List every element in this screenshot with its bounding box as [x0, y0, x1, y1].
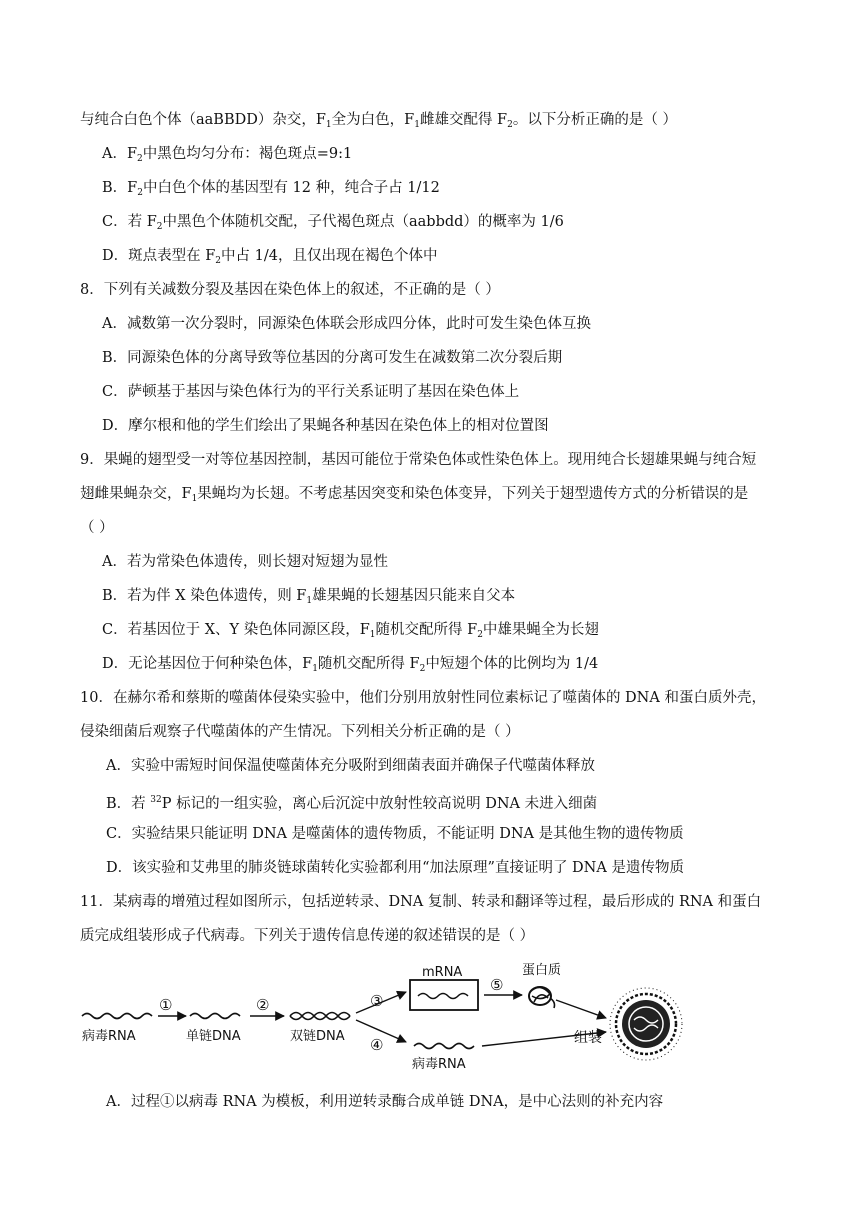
q8-option-b: B．同源染色体的分离导致等位基因的分离可发生在减数第二次分裂后期	[102, 350, 563, 366]
q9-option-b	[102, 586, 515, 611]
superscript: 32	[150, 795, 162, 805]
subscript: 2	[215, 256, 222, 266]
q8-option-d: D．摩尔根和他的学生们绘出了果蝇各种基因在染色体上的相对位置图	[102, 418, 549, 434]
text: 雄果蝇的长翅基因只能来自父本	[312, 588, 516, 604]
text: 随机交配所得 F	[375, 622, 478, 638]
text: 果蝇均为长翅。不考虑基因突变和染色体变异，下列关于翅型遗传方式的分析错误的是	[197, 486, 749, 502]
text: B．若为伴 X 染色体遗传，则 F	[102, 588, 307, 604]
viral-rna-product	[414, 1044, 474, 1049]
subscript: 2	[419, 664, 426, 674]
q11-stem-line1: 11．某病毒的增殖过程如图所示，包括逆转录、DNA 复制、转录和翻译等过程，最后形成的 RNA 和蛋白	[80, 894, 762, 910]
text: 随机交配所得 F	[317, 656, 420, 672]
text: 中雄果蝇全为长翅	[482, 622, 599, 638]
step1-label: ①	[159, 996, 173, 1014]
q9-option-d	[102, 654, 598, 679]
text: 中白色个体的基因型有 12 种，纯合子占 1/12	[142, 180, 440, 196]
q8-option-a: A．减数第一次分裂时，同源染色体联会形成四分体，此时可发生染色体互换	[102, 316, 591, 332]
step4-label: ④	[370, 1036, 384, 1054]
q7-option-c	[102, 212, 564, 237]
text: 雌雄交配得 F	[419, 112, 508, 128]
step2-label: ②	[256, 996, 270, 1014]
arrow-protein-to-virus	[556, 1000, 606, 1018]
q7-option-a	[102, 144, 352, 169]
q10-option-d: D．该实验和艾弗里的肺炎链球菌转化实验都利用“加法原理”直接证明了 DNA 是遗传物质	[106, 860, 684, 876]
single-strand-dna	[190, 1014, 240, 1019]
assembly-label: 组装	[574, 1030, 602, 1046]
q10-option-a: A．实验中需短时间保温使噬菌体充分吸附到细菌表面并确保子代噬菌体释放	[106, 758, 595, 774]
text: 中黑色均匀分布：褐色斑点=9:1	[142, 146, 353, 162]
ss-dna-label: 单链DNA	[186, 1029, 241, 1044]
q9-stem-line3: （ ）	[80, 520, 114, 536]
text: 中黑色个体随机交配，子代褐色斑点（aabbdd）的概率为 1/6	[162, 214, 564, 230]
text: P 标记的一组实验，离心后沉淀中放射性较高说明 DNA 未进入细菌	[161, 796, 598, 812]
subscript: 2	[137, 154, 143, 164]
q8-stem: 8．下列有关减数分裂及基因在染色体上的叙述，不正确的是（ ）	[80, 282, 500, 298]
subscript: 1	[306, 596, 313, 606]
viral-rna-label: 病毒RNA	[82, 1029, 136, 1044]
subscript: 1	[369, 630, 376, 640]
q10-option-b	[106, 790, 597, 814]
mrna-label: mRNA	[422, 965, 463, 980]
q7-stem-tail	[80, 110, 677, 135]
protein-icon	[529, 987, 555, 1008]
subscript: 1	[312, 664, 318, 674]
text: 与纯合白色个体（aaBBDD）杂交，F	[80, 112, 326, 128]
viral-rna-strand	[82, 1014, 152, 1019]
ds-dna-label: 双链DNA	[290, 1029, 345, 1044]
mrna-strand	[418, 994, 468, 999]
subscript: 1	[325, 120, 332, 130]
text: 全为白色，F	[331, 112, 415, 128]
subscript: 2	[477, 630, 483, 640]
text: B．F	[102, 180, 138, 196]
text: D．斑点表型在 F	[102, 248, 216, 264]
q11-option-a: A．过程①以病毒 RNA 为模板，利用逆转录酶合成单链 DNA，是中心法则的补充内容	[106, 1094, 664, 1110]
q9-stem-line1: 9．果蝇的翅型受一对等位基因控制，基因可能位于常染色体或性染色体上。现用纯合长翅雄果蝇与纯合短	[80, 452, 757, 468]
q7-option-b	[102, 178, 440, 203]
subscript: 2	[507, 120, 513, 130]
virus-particle-icon	[610, 988, 682, 1060]
text: C．若 F	[102, 214, 157, 230]
step5-label: ⑤	[490, 976, 504, 994]
q8-option-c: C．萨顿基于基因与染色体行为的平行关系证明了基因在染色体上	[102, 384, 520, 400]
subscript: 2	[156, 222, 163, 232]
q10-option-c: C．实验结果只能证明 DNA 是噬菌体的遗传物质，不能证明 DNA 是其他生物的遗传物质	[106, 826, 684, 842]
q10-stem-line1: 10．在赫尔希和蔡斯的噬菌体侵染实验中，他们分别用放射性同位素标记了噬菌体的 DNA 和蛋白质外壳，	[80, 690, 766, 706]
text: 中短翅个体的比例均为 1/4	[425, 656, 599, 672]
subscript: 1	[191, 494, 198, 504]
virus-replication-diagram	[78, 958, 698, 1078]
q10-stem-line2: 侵染细菌后观察子代噬菌体的产生情况。下列相关分析正确的是（ ）	[80, 724, 520, 740]
text: 翅雌果蝇杂交，F	[80, 486, 192, 502]
text: C．若基因位于 X、Y 染色体同源区段，F	[102, 622, 370, 638]
step3-label: ③	[370, 992, 384, 1010]
q9-option-a: A．若为常染色体遗传，则长翅对短翅为显性	[102, 554, 388, 570]
text: B．若	[106, 796, 151, 812]
viral-rna-product-label: 病毒RNA	[412, 1057, 466, 1072]
protein-label: 蛋白质	[522, 963, 562, 978]
q9-option-c	[102, 620, 599, 645]
q7-option-d	[102, 246, 437, 271]
q11-stem-line2: 质完成组装形成子代病毒。下列关于遗传信息传递的叙述错误的是（ ）	[80, 928, 535, 944]
text: 中占 1/4，且仅出现在褐色个体中	[221, 248, 438, 264]
text: 。以下分析正确的是（ ）	[512, 112, 677, 128]
text: D．无论基因位于何种染色体，F	[102, 656, 313, 672]
subscript: 1	[414, 120, 420, 130]
text: A．F	[102, 146, 138, 162]
subscript: 2	[137, 188, 143, 198]
q9-stem-line2	[80, 484, 748, 509]
